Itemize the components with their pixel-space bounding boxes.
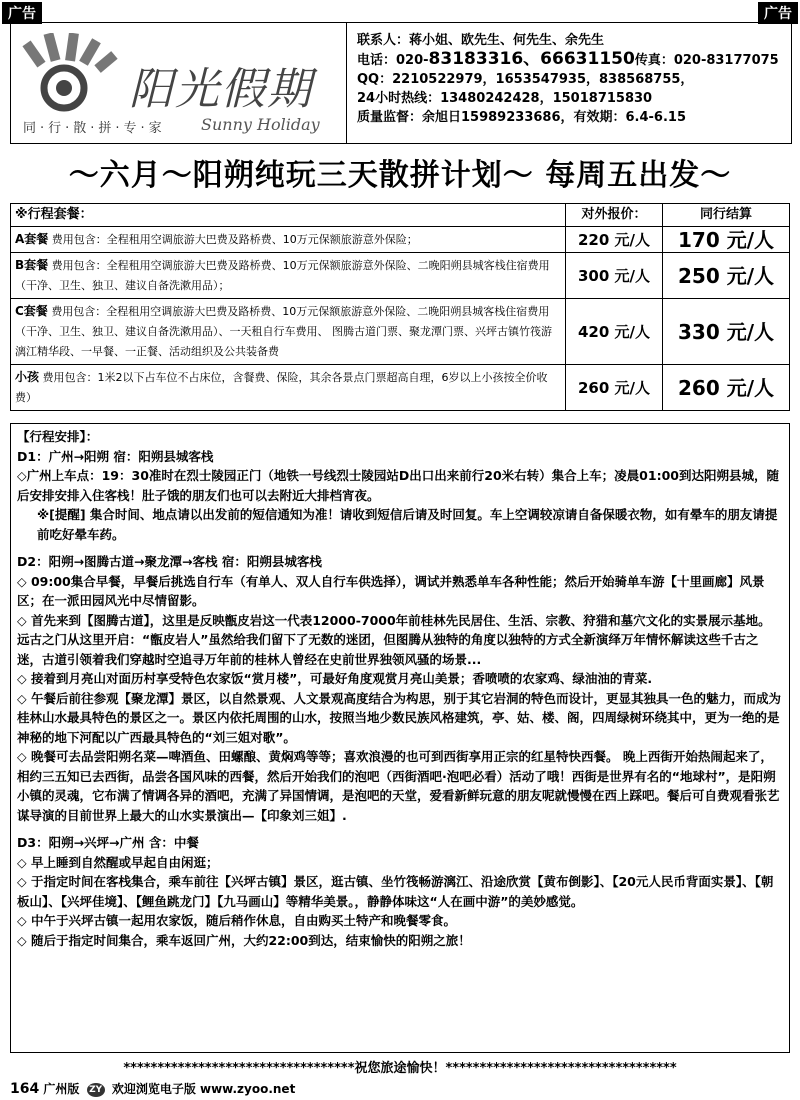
col-header-price: 对外报价： xyxy=(566,204,663,227)
day3-paragraph: ◇ 早上睡到自然醒或早起自由闲逛； xyxy=(17,854,219,870)
day2-paragraph: ◇ 接着到月亮山对面历村享受特色农家饭“赏月楼”，可最好角度观赏月亮山美景；香喷喷的农家鸡、绿油油的青菜. xyxy=(17,671,653,686)
header-box xyxy=(10,22,792,144)
table-row xyxy=(11,365,790,411)
package-desc-cell xyxy=(11,253,566,299)
package-desc-cell xyxy=(11,299,566,365)
package-desc: 费用包含：1米2以下占车位不占床位，含餐费、保险，其余各景点门票超高自理，6岁以上小孩按全价收费） xyxy=(15,371,548,404)
phone-numbers: 83183316、66631150 xyxy=(428,49,635,69)
package-desc-cell xyxy=(11,365,566,411)
package-desc-cell xyxy=(11,227,566,253)
day3-title: D3：阳朔→兴坪→广州 含：中餐 xyxy=(17,835,199,850)
package-desc: 费用包含：全程租用空调旅游大巴费及路桥费、10万元保额旅游意外保险、二晚阳朔县城客栈住宿费用（干净、卫生、独卫、建议自备洗漱用品）、一天租自行车费用、 图腾古道门票、聚龙潭门票、兴坪古镇竹筏游漓江精华段、一早餐、一正餐、活动组织及公共装备费 xyxy=(15,305,552,358)
table-row xyxy=(11,253,790,299)
package-peer-price: 250 元/人 xyxy=(663,253,790,299)
contact-persons: 联系人：蒋小姐、欧先生、何先生、余先生 xyxy=(357,33,605,48)
day3-paragraph: ◇ 中午于兴坪古镇一起用农家饭，随后稍作休息，自由购买土特产和晚餐零食。 xyxy=(17,913,456,928)
brand-name-cn: 阳光假期 xyxy=(129,64,313,115)
day1-reminder: ※[提醒] 集合时间、地点请以出发前的短信通知为准！请收到短信后请及时回复。车上空调较凉请自备保暖衣物，如有晕车的朋友请提前吃好晕车药。 xyxy=(37,507,778,542)
brand-logo xyxy=(11,23,347,143)
fax: 传真：020-83177075 xyxy=(634,53,779,68)
package-peer-price: 260 元/人 xyxy=(663,365,790,411)
package-desc: 费用包含：全程租用空调旅游大巴费及路桥费、10万元保额旅游意外保险； xyxy=(51,233,418,246)
day2-paragraph: ◇ 午餐后前往参观【聚龙潭】景区，以自然景观、人文景观高度结合为构思，别于其它岩洞的特色而设计，更显其独具一色的魅力，而成为桂林山水最具特色的景区之一。景区内依托周围的山水，按照当地少数民族风格建筑，亭、姑、楼、阁，四周绿树环绕其中，更为一绝的是神秘的地下河配以广西最具特色的“刘三姐对歌”。 xyxy=(17,690,781,745)
page-footer xyxy=(10,1080,295,1097)
package-table xyxy=(10,203,790,411)
page-number: 164 xyxy=(10,1081,40,1097)
day1-title: D1：广州→阳朔 宿：阳朔县城客栈 xyxy=(17,448,214,464)
brand-slogan: 同·行·散·拼·专·家 xyxy=(23,121,166,136)
quality-supervision: 质量监督：余旭日15989233686，有效期：6.4-6.15 xyxy=(357,110,686,125)
table-row xyxy=(11,227,790,253)
brand-name-en: Sunny Holiday xyxy=(201,115,320,134)
col-header-package: ※行程套餐： xyxy=(11,204,566,227)
day1-paragraph: ◇广州上车点：19：30准时在烈士陵园正门（地铁一号线烈士陵园站D出口出来前行20米右转）集合上车；凌晨01:00到达阳朔县城，随后安排安排入住客栈！肚子饿的朋友们也可以去附近大排档宵夜。 xyxy=(17,468,779,503)
itinerary-heading: 【行程安排】： xyxy=(17,429,99,444)
contact-qq: QQ：2210522979，1653547935，838568755， xyxy=(357,72,694,87)
package-peer-price: 170 元/人 xyxy=(663,227,790,253)
sun-logo-icon xyxy=(19,33,129,113)
ad-label-left: 广告 xyxy=(2,2,42,24)
page-title: ～六月～阳朔纯玩三天散拼计划～ 每周五出发～ xyxy=(68,158,732,193)
edition-label: 广州版 xyxy=(43,1082,80,1096)
package-peer-price: 330 元/人 xyxy=(663,299,790,365)
zy-logo-icon: ZY xyxy=(87,1083,105,1097)
website-text: 欢迎浏览电子版 www.zyoo.net xyxy=(111,1082,296,1096)
contact-phone xyxy=(357,50,779,70)
col-header-peer: 同行结算 xyxy=(663,204,790,227)
package-price: 260 元/人 xyxy=(566,365,663,411)
day2-paragraph: ◇ 首先来到【图腾古道】，这里是反映甑皮岩这一代表12000-7000年前桂林先民居住、生活、宗教、狩猎和墓穴文化的实景展示基地。远古之门从这里开启：“甑皮岩人”虽然给我们留下了无数的迷团，但图腾从独特的角度以独特的方式全新演绎万年情怀解读这些千古之迷，古道引领着我们穿越时空追寻万年前的桂林人曾经在史前世界独领风骚的场景... xyxy=(17,612,771,667)
contact-info xyxy=(357,31,779,127)
package-price: 220 元/人 xyxy=(566,227,663,253)
day2-title: D2：阳朔→图腾古道→聚龙潭→客栈 宿：阳朔县城客栈 xyxy=(17,554,322,569)
package-name: A套餐 xyxy=(15,232,49,246)
package-desc: 费用包含：全程租用空调旅游大巴费及路桥费、10万元保额旅游意外保险、二晚阳朔县城客栈住宿费用（干净、卫生、独卫、建议自备洗漱用品）； xyxy=(15,259,550,292)
itinerary-section xyxy=(10,423,790,1053)
day3-paragraph: ◇ 随后于指定时间集合，乘车返回广州，大约22:00到达，结束愉快的阳朔之旅！ xyxy=(17,932,471,948)
package-name: 小孩 xyxy=(15,370,40,384)
contact-hotline: 24小时热线：13480242428，15018715830 xyxy=(357,91,653,106)
package-name: B套餐 xyxy=(15,258,49,272)
day2-paragraph: ◇ 09:00集合早餐，早餐后挑选自行车（有单人、双人自行车供选择），调试并熟悉单车各种性能；然后开始骑单车游【十里画廊】风景区；在一派田园风光中尽情留影。 xyxy=(17,573,765,608)
package-price: 420 元/人 xyxy=(566,299,663,365)
table-header-row xyxy=(11,204,790,227)
day3-paragraph: ◇ 于指定时间在客栈集合，乘车前往【兴坪古镇】景区，逛古镇、坐竹筏畅游漓江、沿途欣赏【黄布倒影】、【20元人民币背面实景】、【朝板山】、【兴坪佳境】、【鲤鱼跳龙门】【九马画山】等精华美景。，静静体味这“人在画中游”的美妙感觉。 xyxy=(17,874,774,909)
phone-label: 电话：020- xyxy=(357,53,429,68)
package-name: C套餐 xyxy=(15,304,48,318)
closing-wish: **********************************祝您旅途愉快！********************************** xyxy=(123,1061,677,1076)
package-price: 300 元/人 xyxy=(566,253,663,299)
ad-label-right: 广告 xyxy=(758,2,798,24)
day2-paragraph: ◇ 晚餐可去品尝阳朔名菜—啤酒鱼、田螺酿、黄焖鸡等等；喜欢浪漫的也可到西街享用正宗的红星特快西餐。 晚上西街开始热闹起来了，相约三五知已去西街，品尝各国风味的西餐，然后开始我们的泡吧（西街酒吧·泡吧必看）活动了哦！西街是世界有名的“地球村”，是阳朔小镇的灵魂，它布满了情调各异的酒吧，充满了异国情调，是泡吧的天堂，爱看新鲜玩意的朋友呢就慢慢在西上踩吧。餐后可自费观看张艺谋导演的目前世界上最大的山水实景演出—【印象刘三姐】. xyxy=(17,749,780,823)
table-row xyxy=(11,299,790,365)
